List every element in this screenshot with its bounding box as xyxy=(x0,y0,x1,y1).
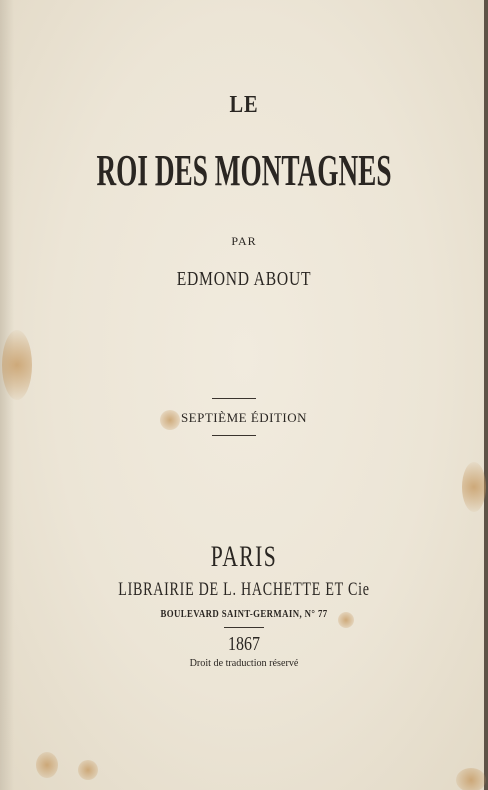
title-article: LE xyxy=(229,92,259,118)
foxing-stain xyxy=(456,768,486,790)
publisher-address: BOULEVARD SAINT-GERMAIN, N° 77 xyxy=(160,608,328,620)
rights-notice: Droit de traduction réservé xyxy=(189,657,299,669)
by-label: PAR xyxy=(231,234,257,248)
edition-rule-bottom xyxy=(212,435,256,436)
publication-year: 1867 xyxy=(228,633,260,655)
year-rule xyxy=(224,627,264,628)
author-name: EDMOND ABOUT xyxy=(176,268,312,290)
publication-city: PARIS xyxy=(210,540,278,573)
foxing-stain xyxy=(462,462,486,512)
publisher-name: LIBRAIRIE DE L. HACHETTE ET Cie xyxy=(118,579,370,600)
foxing-stain xyxy=(36,752,58,778)
page-edge xyxy=(484,0,488,790)
edition-rule-top xyxy=(212,398,256,399)
book-title: ROI DES MONTAGNES xyxy=(96,146,392,195)
foxing-stain xyxy=(2,330,32,400)
edition-label: SEPTIÈME ÉDITION xyxy=(180,410,308,425)
foxing-stain xyxy=(78,760,98,780)
